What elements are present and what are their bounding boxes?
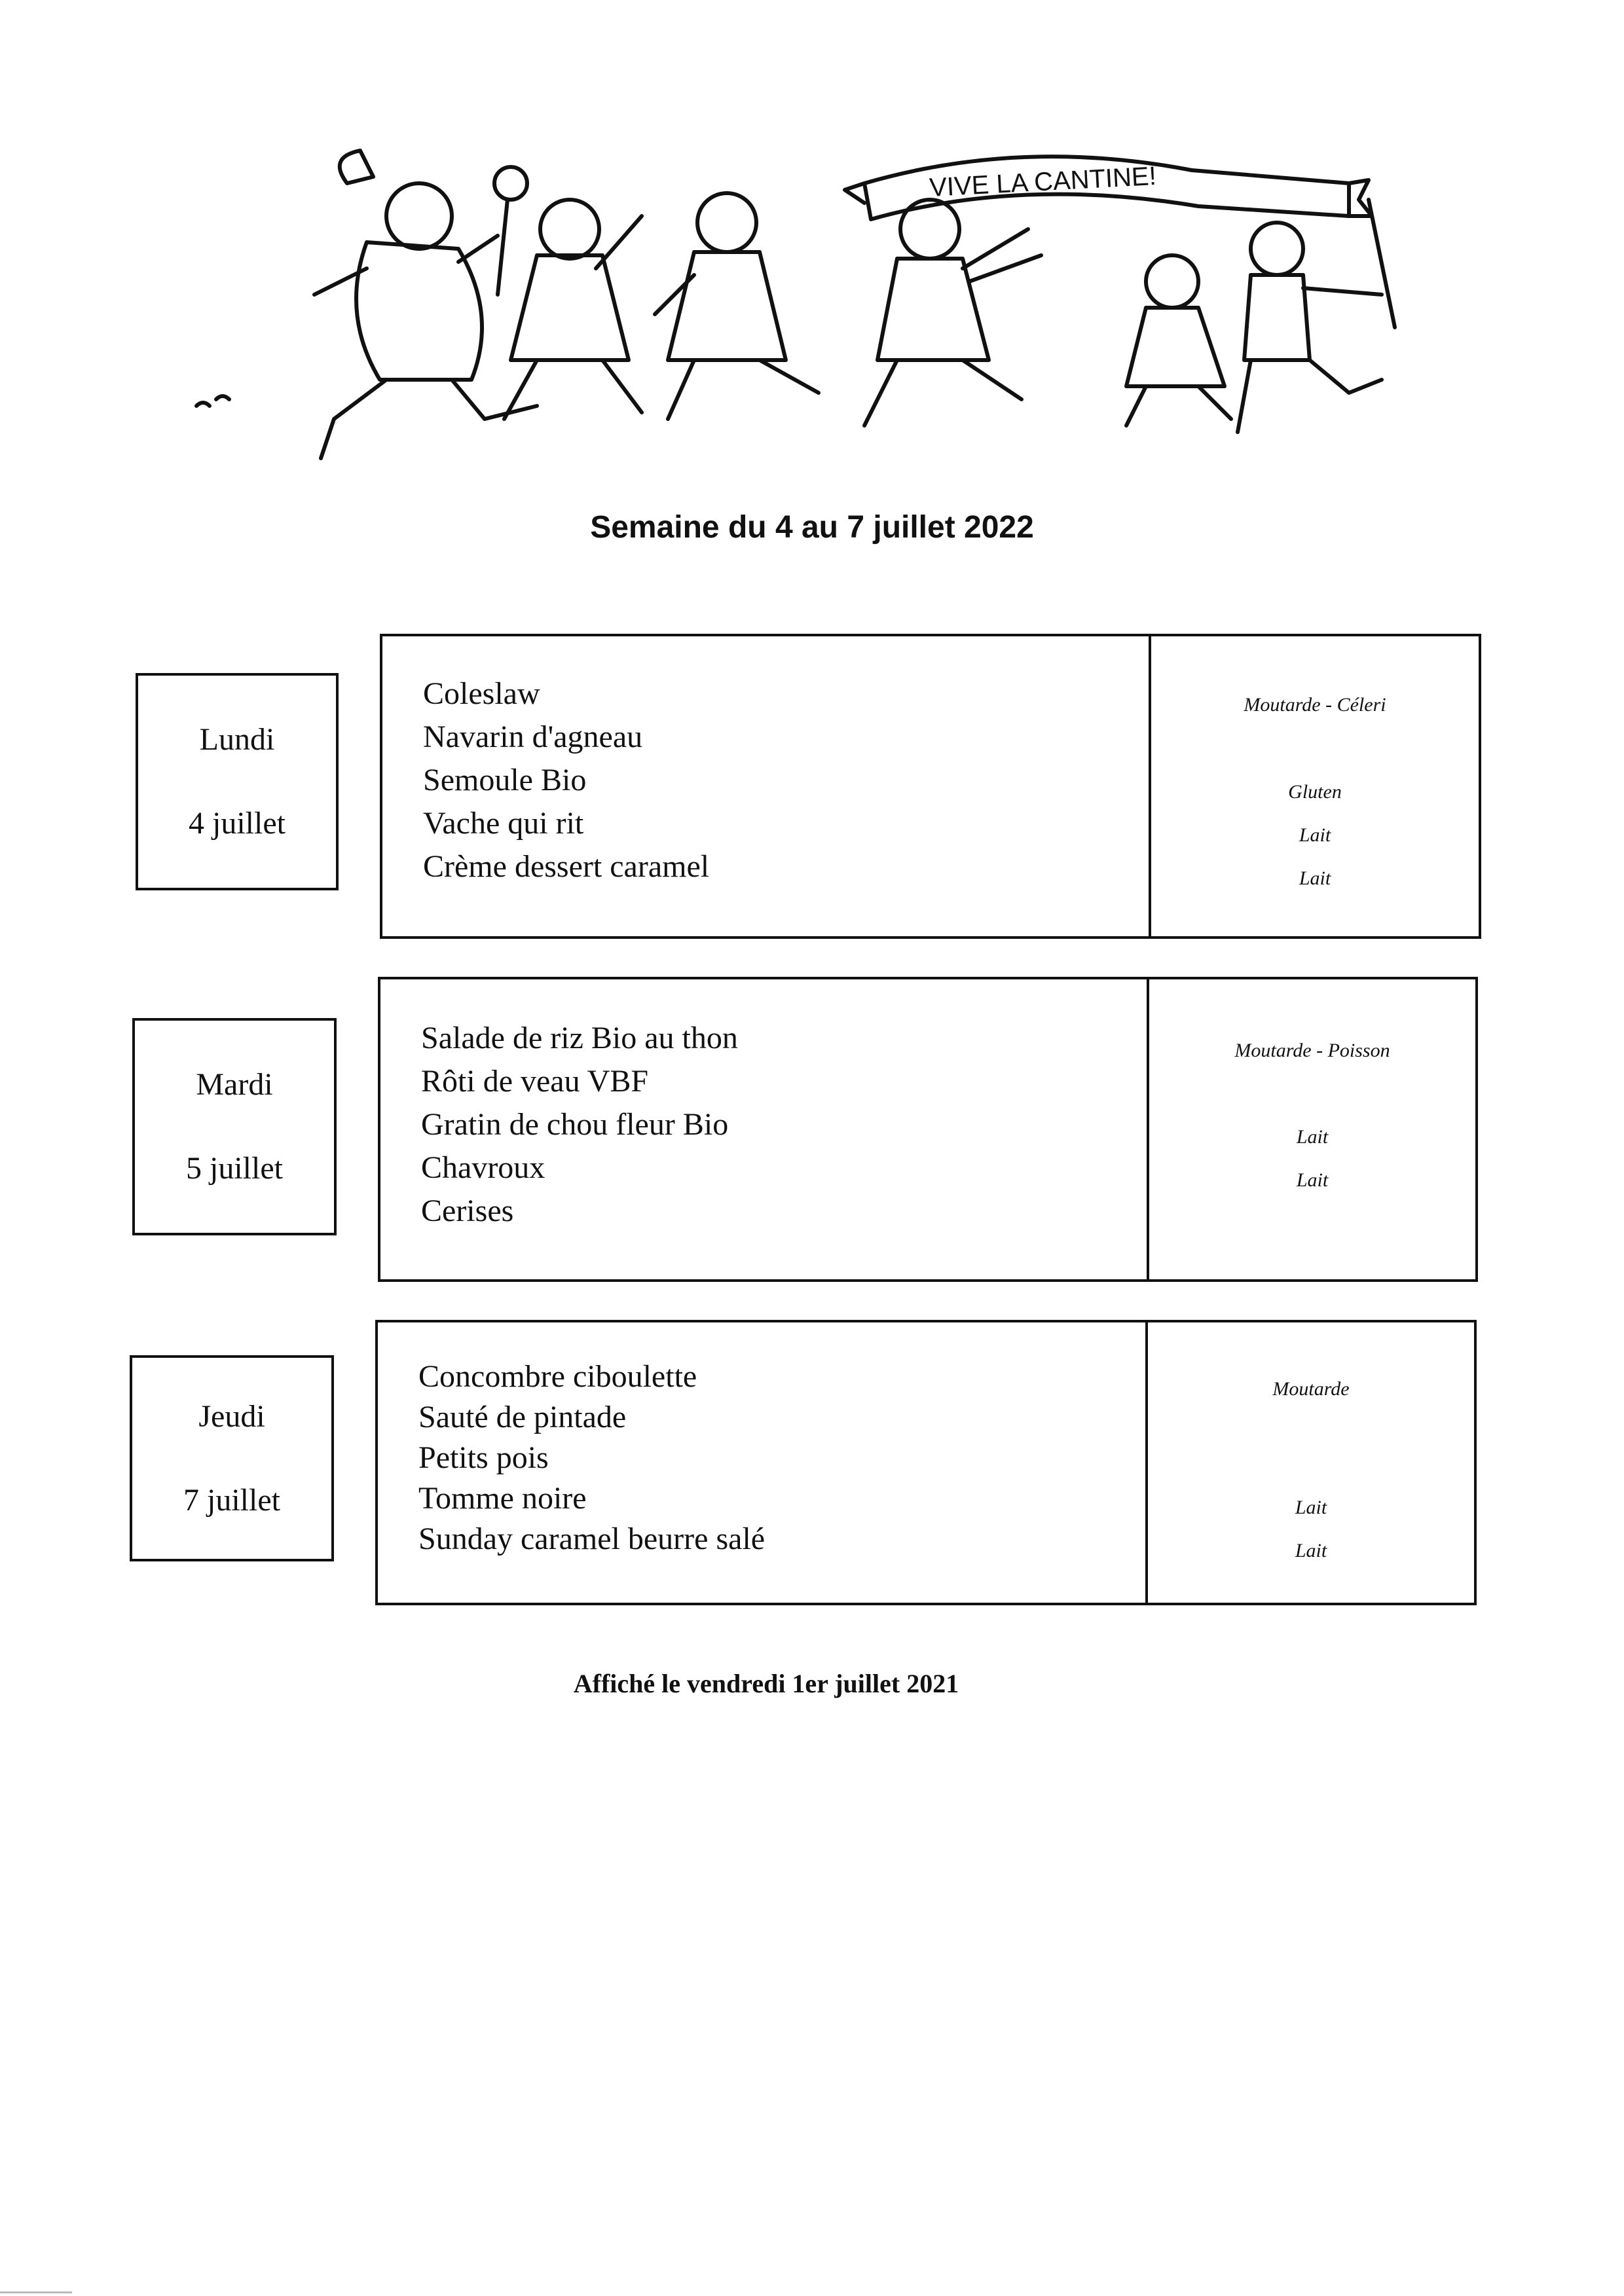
allergen-item: Moutarde bbox=[1272, 1378, 1350, 1400]
dish-item: Concombre ciboulette bbox=[418, 1359, 697, 1394]
children-running-illustration bbox=[170, 144, 1414, 471]
day-date: 5 juillet bbox=[186, 1151, 283, 1186]
boy-figure-icon bbox=[1238, 223, 1382, 432]
allergen-item: Lait bbox=[1299, 824, 1331, 846]
dish-item: Tomme noire bbox=[418, 1481, 587, 1516]
day-name: Mardi bbox=[196, 1067, 273, 1102]
dish-item: Crème dessert caramel bbox=[423, 849, 710, 884]
allergen-list bbox=[1149, 979, 1475, 1279]
allergen-item: Lait bbox=[1296, 1126, 1329, 1148]
allergen-item: Moutarde - Céleri bbox=[1244, 694, 1386, 716]
menu-box-mardi bbox=[378, 977, 1478, 1282]
menu-box-lundi bbox=[380, 634, 1481, 939]
dish-item: Vache qui rit bbox=[423, 806, 584, 841]
day-name: Jeudi bbox=[198, 1398, 265, 1434]
dish-list bbox=[418, 1357, 765, 1559]
allergen-item: Moutarde - Poisson bbox=[1234, 1040, 1390, 1061]
dish-item: Cerises bbox=[421, 1194, 514, 1228]
girl-figure-icon bbox=[504, 200, 642, 419]
dish-item: Petits pois bbox=[418, 1440, 549, 1475]
allergen-item: Lait bbox=[1295, 1497, 1327, 1518]
small-girl-figure-icon bbox=[1126, 255, 1231, 426]
scan-artifact bbox=[0, 2291, 72, 2293]
dish-item: Salade de riz Bio au thon bbox=[421, 1021, 738, 1055]
allergen-list bbox=[1148, 1322, 1474, 1603]
dish-item: Sunday caramel beurre salé bbox=[418, 1522, 766, 1556]
allergen-item: Lait bbox=[1299, 867, 1331, 889]
allergen-item: Lait bbox=[1296, 1169, 1329, 1191]
girl-figure-icon bbox=[655, 193, 819, 419]
posted-note: Affiché le vendredi 1er juillet 2021 bbox=[573, 1669, 959, 1698]
week-title: Semaine du 4 au 7 juillet 2022 bbox=[590, 510, 1034, 545]
allergen-list bbox=[1151, 636, 1479, 936]
day-box-lundi bbox=[136, 673, 339, 890]
day-box-jeudi bbox=[130, 1355, 334, 1561]
dish-item: Coleslaw bbox=[423, 676, 540, 711]
dish-item: Chavroux bbox=[421, 1150, 545, 1185]
allergen-item: Gluten bbox=[1288, 781, 1342, 803]
allergen-item: Lait bbox=[1295, 1540, 1327, 1561]
dish-list bbox=[421, 1017, 738, 1233]
day-date: 7 juillet bbox=[183, 1482, 280, 1518]
dish-list bbox=[423, 672, 709, 888]
dish-item: Rôti de veau VBF bbox=[421, 1064, 649, 1099]
dish-item: Sauté de pintade bbox=[418, 1400, 627, 1434]
dish-item: Gratin de chou fleur Bio bbox=[421, 1107, 729, 1142]
dish-item: Navarin d'agneau bbox=[423, 720, 643, 754]
day-box-mardi bbox=[132, 1018, 337, 1235]
cook-figure-icon bbox=[314, 151, 537, 458]
menu-box-jeudi bbox=[375, 1320, 1477, 1605]
dish-item: Semoule Bio bbox=[423, 763, 587, 797]
banner-text: VIVE LA CANTINE! bbox=[929, 161, 1157, 202]
girl-figure-icon bbox=[864, 200, 1041, 426]
day-name: Lundi bbox=[199, 722, 275, 757]
motion-marks-icon bbox=[196, 396, 229, 406]
day-date: 4 juillet bbox=[189, 806, 286, 841]
